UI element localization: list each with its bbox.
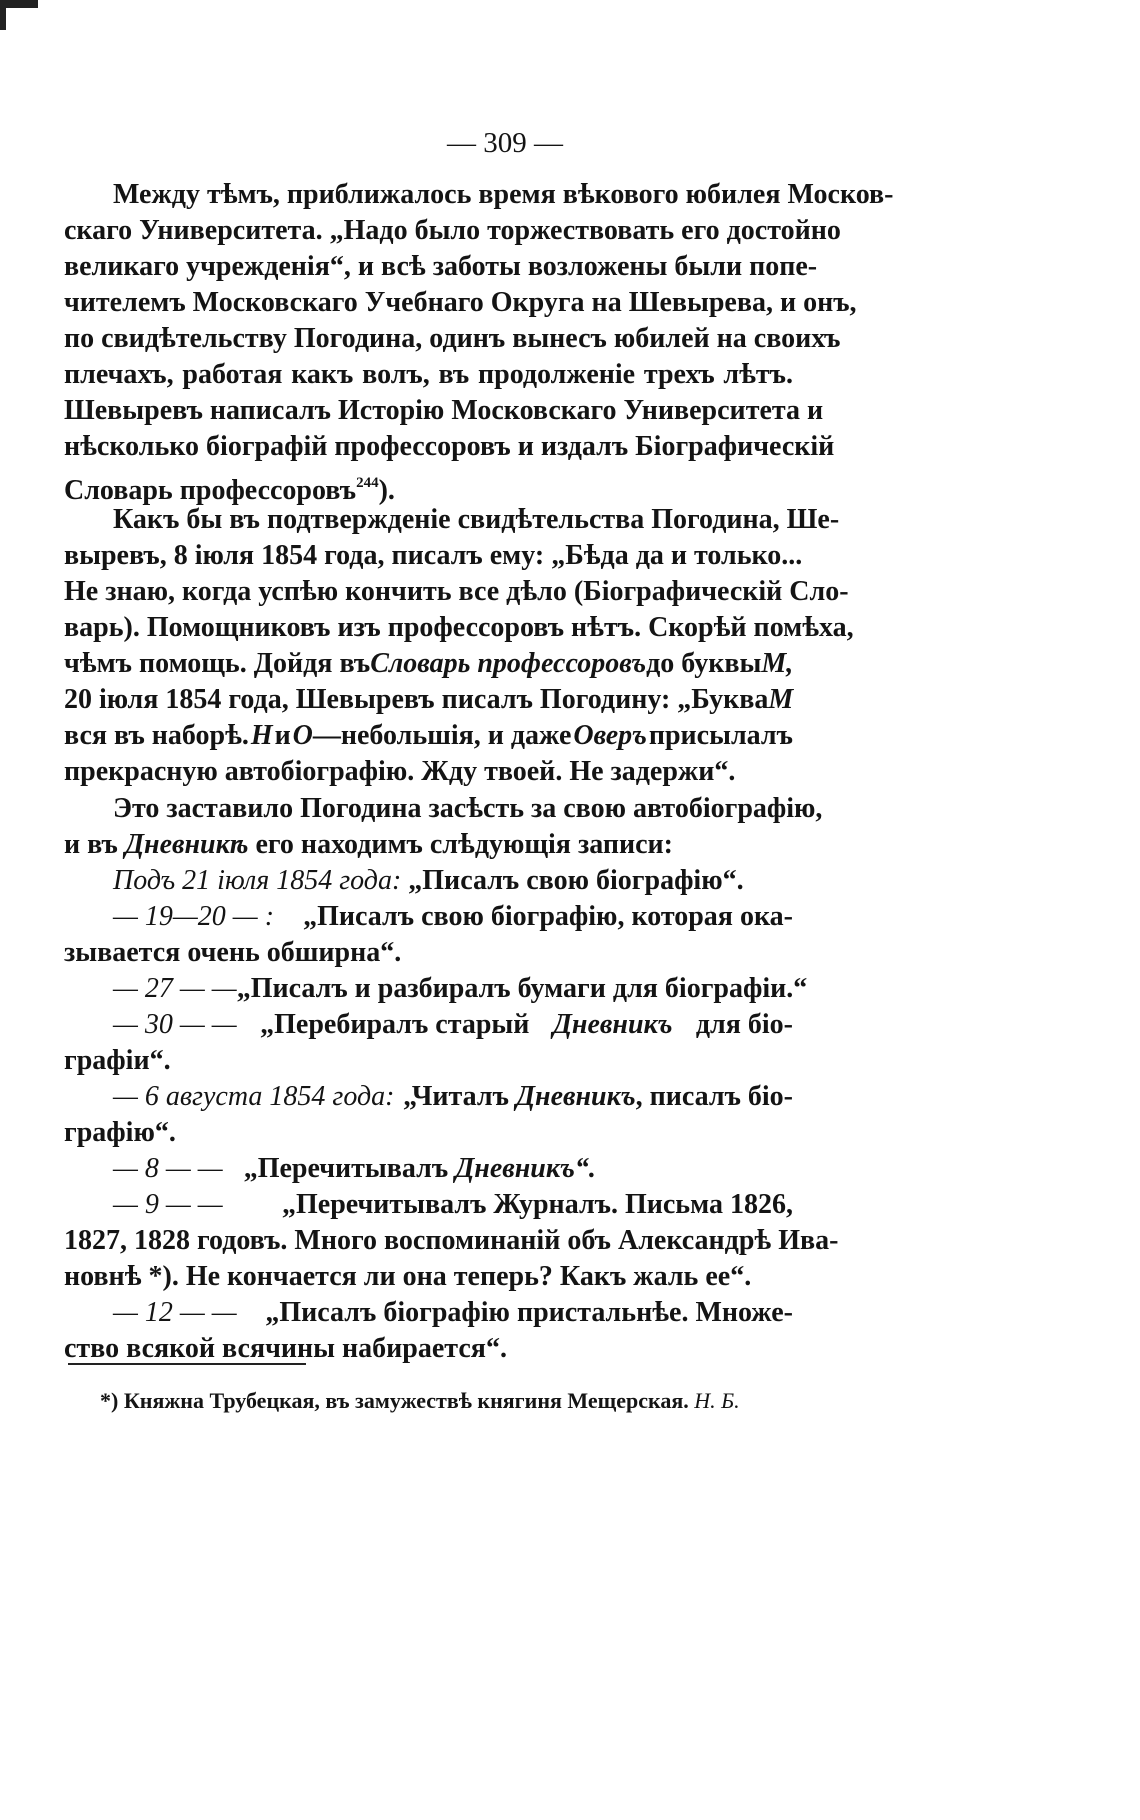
line-text: вся въ наборѣ. (64, 720, 249, 751)
text-line (64, 716, 793, 756)
text-line: Какъ бы въ подтвержденіе свидѣтельства Погодина, Ше- (113, 504, 840, 535)
diary-entry (113, 1005, 793, 1045)
line-text: —небольшія, и даже (312, 720, 572, 751)
italic-term: Словарь профессоровъ (370, 648, 647, 679)
italic-term: М, (761, 648, 794, 679)
text-line: выревъ, 8 іюля 1854 года, писалъ ему: „Бѣда да и только... (64, 540, 803, 571)
text-line: плечахъ, работая какъ волъ, въ продолженіе трехъ лѣтъ. (64, 359, 793, 390)
diary-entry (113, 969, 808, 1009)
line-text: и (274, 720, 291, 751)
entry-text: „Перечитывалъ Журналъ. Письма 1826, (281, 1189, 793, 1220)
text-line: графію“. (64, 1117, 176, 1148)
entry-text: „Писалъ свою біографію, которая ока- (303, 901, 793, 932)
text-line: нѣсколько біографій профессоровъ и издалъ Біографическій (64, 431, 835, 462)
text-line: скаго Университета. „Надо было торжествовать его достойно (64, 215, 841, 246)
text-line: великаго учрежденія“, и всѣ заботы возложены были попе- (64, 251, 818, 282)
text-line: варь). Помощниковъ изъ профессоровъ нѣтъ. Скорѣй помѣха, (64, 612, 854, 643)
diary-entry (113, 1149, 596, 1189)
text-line: зывается очень обширна“. (64, 937, 402, 968)
text-line: 1827, 1828 годовъ. Много воспоминаній объ Александрѣ Ива- (64, 1225, 839, 1256)
italic-term: Дневникѣ (124, 829, 249, 860)
text-line: графіи“. (64, 1045, 171, 1076)
entry-date: — 8 — — (113, 1153, 223, 1184)
text-line (64, 644, 793, 684)
italic-term: М (768, 684, 794, 715)
text-line: ство всякой всячины набирается“. (64, 1333, 507, 1364)
line-text: чѣмъ помощь. Дойдя въ (64, 648, 371, 679)
entry-date: — 6 августа 1854 года: (113, 1081, 395, 1112)
entry-text: „Писалъ и разбиралъ бумаги для біографіи.“ (236, 973, 808, 1004)
entry-date: — 30 — — (113, 1009, 237, 1040)
footnote (100, 1386, 740, 1416)
line-text: до буквы (646, 648, 762, 679)
entry-date: — 19—20 — : (113, 901, 275, 932)
text-line (64, 825, 673, 865)
italic-term: Дневникъ (515, 1081, 636, 1112)
entry-text: „Перебиралъ старый (260, 1009, 530, 1040)
text-line (64, 680, 793, 720)
reference-number: 244 (356, 475, 379, 491)
entry-date: — 9 — — (113, 1189, 223, 1220)
line-text: присылалъ (648, 720, 793, 751)
footnote-initials: Н. Б. (694, 1388, 740, 1413)
italic-term: Н (250, 720, 273, 751)
page-number: — 309 — (447, 127, 563, 159)
entry-text: „Писалъ біографію пристальнѣе. Множе- (265, 1297, 793, 1328)
italic-term: О (292, 720, 313, 751)
scan-mark (0, 0, 6, 30)
entry-text: „Писалъ свою біографію“. (408, 865, 744, 896)
line-text: 20 іюля 1854 года, Шевыревъ писалъ Погодину: „Буква (64, 684, 769, 715)
text-line: Не знаю, когда успѣю кончить все дѣло (Біографическій Сло- (64, 576, 849, 607)
entry-text: „Читалъ (403, 1081, 509, 1112)
text-line (64, 463, 395, 506)
entry-text: , писалъ біо- (635, 1081, 793, 1112)
line-text: и въ (64, 829, 118, 860)
line-text: его находимъ слѣдующія записи: (255, 829, 673, 860)
italic-term: Оверъ (573, 720, 647, 751)
text-line: Шевыревъ написалъ Исторію Московскаго Университета и (64, 395, 824, 426)
entry-text: для біо- (695, 1009, 793, 1040)
diary-entry (113, 1077, 793, 1117)
diary-entry (113, 897, 793, 937)
text-line: по свидѣтельству Погодина, одинъ вынесъ юбилей на своихъ (64, 323, 841, 354)
diary-entry (113, 1185, 793, 1225)
diary-entry (113, 861, 744, 901)
text-line: новнѣ *). Не кончается ли она теперь? Какъ жаль ее“. (64, 1261, 752, 1292)
text-line: чителемъ Московскаго Учебнаго Округа на Шевырева, и онъ, (64, 287, 857, 318)
text-line: прекрасную автобіографію. Жду твоей. Не задержи“. (64, 756, 736, 787)
line-text: ). (378, 475, 395, 506)
text-line: Это заставило Погодина засѣсть за свою автобіографію, (113, 793, 823, 824)
line-text: Словарь профессоровъ (64, 475, 357, 506)
entry-text: „Перечитывалъ (243, 1153, 449, 1184)
italic-term: Дневникъ“. (455, 1153, 596, 1184)
footnote-text: *) Княжна Трубецкая, въ замужествѣ княгиня Мещерская. (100, 1388, 689, 1413)
footnote-rule (68, 1363, 306, 1365)
entry-date: — 27 — — (113, 973, 237, 1004)
text-line: Между тѣмъ, приближалось время вѣкового юбилея Москов- (113, 179, 894, 210)
italic-term: Дневникъ (552, 1009, 673, 1040)
diary-entry (113, 1293, 793, 1333)
entry-date: Подъ 21 іюля 1854 года: (113, 865, 402, 896)
entry-date: — 12 — — (113, 1297, 237, 1328)
